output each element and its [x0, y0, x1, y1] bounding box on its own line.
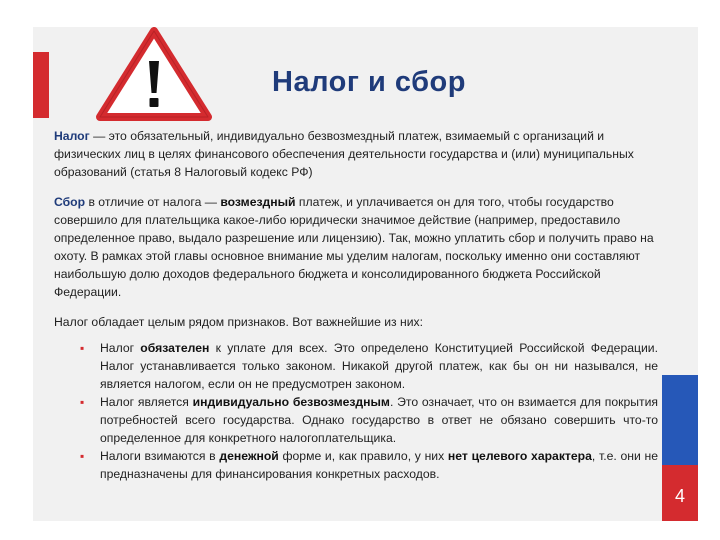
bold-vozmezdny: возмездный — [220, 195, 296, 209]
tax-definition-text: — это обязательный, индивидуально безвозмездный платеж, взимаемый с организаций и физических лиц в целях финансового обеспечения деятельности государства и (или) муниципальных образований (статья 8 Налоговый кодекс РФ) — [54, 129, 634, 179]
tax-definition-paragraph — [54, 127, 658, 181]
bullet-icon: ▪ — [80, 341, 85, 355]
list-item: ▪ Налог является индивидуально безвозмездным. Это означает, что он взимается для покрытия потребностей всего государства. Однако государство в ответ не обязано совершить что-то определенное для конкретного налогоплательщика. — [80, 395, 658, 445]
fee-definition-paragraph: Сбор в отличие от налога — возмездный платеж, и уплачивается он для того, чтобы государство совершило для плательщика какое-либо юридически значимое действие (например, предоставило определенное право, выдало разрешение или лицензию). Так, можно уплатить сбор и получить право на охоту. В рамках этой главы основное внимание мы уделим налогам, поскольку именно они составляют наибольшую долю доходов федерального бюджета и консолидированного бюджета Российской Федерации. — [54, 195, 654, 299]
list-item: ▪ Налог обязателен к уплате для всех. Это определено Конституцией Российской Федерации. Налог устанавливается только законом. Никакой другой платеж, как бы он ни назывался, не является налогом, если он не предусмотрен законом. — [80, 341, 658, 391]
left-red-accent-bar — [33, 52, 49, 118]
slide-content — [54, 127, 658, 483]
page-number: 4 — [674, 486, 685, 506]
warning-triangle-icon — [96, 27, 212, 122]
term-sbor: Сбор — [54, 195, 86, 209]
term-nalog: Налог — [54, 129, 90, 143]
slide-title: Налог и сбор — [272, 66, 466, 98]
bullet-icon: ▪ — [80, 395, 85, 409]
list-item: ▪ Налоги взимаются в денежной форме и, как правило, у них нет целевого характера, т.е. они не предназначены для финансирования конкретных расходов. — [80, 449, 658, 481]
bullet-icon: ▪ — [80, 449, 85, 463]
features-intro: Налог обладает целым рядом признаков. Вот важнейшие из них: — [54, 315, 424, 329]
features-list — [54, 339, 658, 483]
